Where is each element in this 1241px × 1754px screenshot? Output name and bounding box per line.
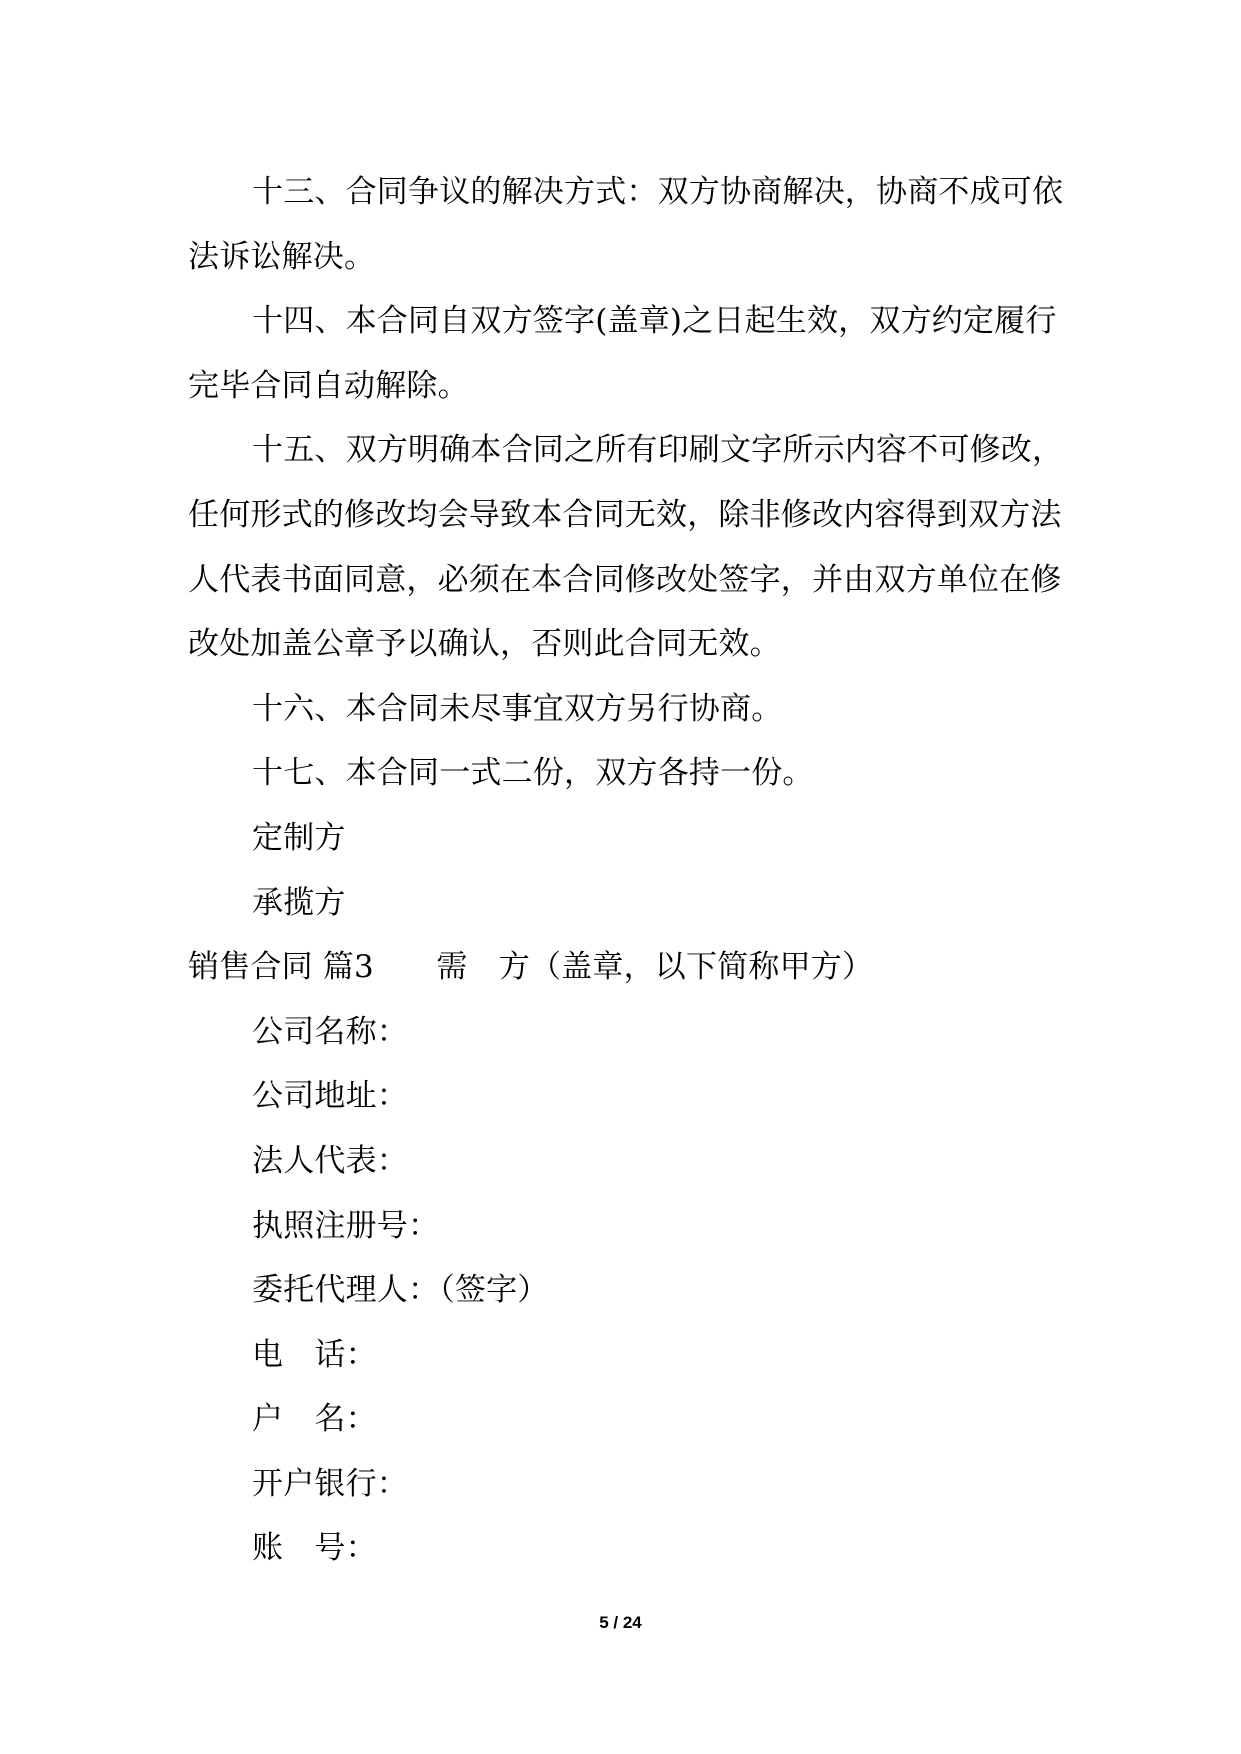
- clause-16: 十六、本合同未尽事宜双方另行协商。: [252, 690, 783, 727]
- clause-15-line-3: 人代表书面同意，必须在本合同修改处签字，并由双方单位在修: [188, 561, 1062, 598]
- clause-17: 十七、本合同一式二份，双方各持一份。: [252, 755, 814, 792]
- clause-14-line-2: 完毕合同自动解除。: [188, 367, 469, 404]
- field-phone: 电 话：: [252, 1336, 377, 1373]
- contract-body: [188, 160, 1064, 1581]
- clause-13-line-1: 十三、合同争议的解决方式：双方协商解决，协商不成可依: [252, 174, 1064, 210]
- field-company-name: 公司名称：: [252, 1013, 408, 1050]
- field-license-number: 执照注册号：: [252, 1207, 440, 1244]
- page-number: 5 / 24: [599, 1613, 642, 1632]
- field-account-number: 账 号：: [252, 1530, 377, 1567]
- clause-13-line-2: 法诉讼解决。: [188, 238, 376, 275]
- clause-15-line-2: 任何形式的修改均会导致本合同无效，除非修改内容得到双方法: [188, 496, 1062, 533]
- clause-15-line-1: 十五、双方明确本合同之所有印刷文字所示内容不可修改，: [252, 432, 1064, 469]
- field-authorized-agent: 委托代理人：（签字）: [252, 1272, 549, 1309]
- section-heading-sales-contract-3: 销售合同 篇3 需 方（盖章，以下简称甲方）: [188, 949, 874, 986]
- field-bank: 开户银行：: [252, 1465, 408, 1502]
- field-legal-representative: 法人代表：: [252, 1142, 408, 1179]
- clause-14-line-1: 十四、本合同自双方签字(盖章)之日起生效，双方约定履行: [252, 303, 1057, 340]
- party-contractor-label: 承揽方: [252, 884, 346, 921]
- field-account-name: 户 名：: [252, 1401, 377, 1438]
- field-company-address: 公司地址：: [252, 1078, 408, 1115]
- clause-15-line-4: 改处加盖公章予以确认，否则此合同无效。: [188, 626, 781, 663]
- party-customizer-label: 定制方: [252, 819, 346, 856]
